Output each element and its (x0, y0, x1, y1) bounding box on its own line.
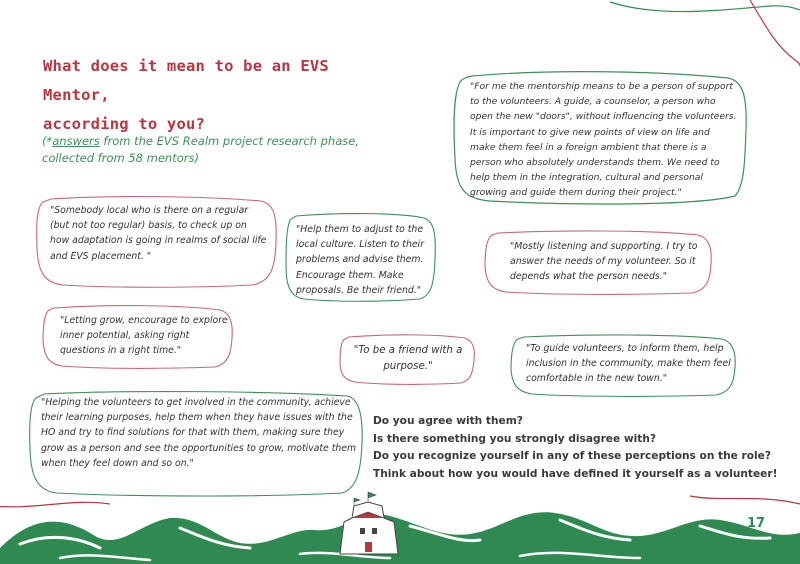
answers-link: answers (52, 134, 100, 148)
page-title: What does it mean to be an EVS Mentor, according to you? (43, 57, 329, 133)
quote-bubble-mentorship-support: "For me the mentorship means to be a person of support to the volunteers. A guide, a counselor, a person who open the new "doors", without influencing the volunteers. It is important to give new points of view on life and make them feel in a foreign ambient that there is a person who absolutely understands them. We need to help them in the integration, cultural and personal growing and guide them during their project." (450, 68, 750, 208)
mountain-range-illustration (0, 488, 800, 564)
reflection-questions: Do you agree with them? Is there something you strongly disagree with? Do you recognize yourself in any of these perceptions on the role? Think about how you would have defined it yourself as a volunteer! (373, 415, 778, 480)
subtitle-note: (*answers from the EVS Realm project research phase, collected from 58 mentors) (42, 134, 359, 165)
quote-bubble-letting-grow: "Letting grow, encourage to explore inner potential, asking right questions in a right time." (40, 302, 235, 370)
quote-bubble-guide-volunteers: "To guide volunteers, to inform them, help inclusion in the community, make them feel comfortable in the new town." (508, 332, 738, 398)
quote-bubble-somebody-local: "Somebody local who is there on a regular (but not too regular) basis, to check up on how adaptation is going in realms of social life and EVS placement. " (33, 193, 278, 288)
quote-bubble-listening-supporting: "Mostly listening and supporting. I try to answer the needs of my volunteer. So it depends what the person needs." (482, 228, 714, 296)
page-number: 17 (747, 516, 766, 531)
quote-bubble-adjust-culture: "Help them to adjust to the local culture. Listen to their problems and advise them. Encourage them. Make proposals. Be their friend." (282, 210, 438, 302)
quote-bubble-helping-involved: "Helping the volunteers to get involved in the community, achieve their learning purposes, help them when they have issues with the HO and try to find solutions for that with them, making sure they grow as a person and see the opportunities to grow, motivate them when they feel down and so on." (26, 388, 366, 498)
castle-icon (340, 492, 398, 554)
quote-bubble-friend-purpose: "To be a friend with a purpose." (337, 332, 477, 386)
